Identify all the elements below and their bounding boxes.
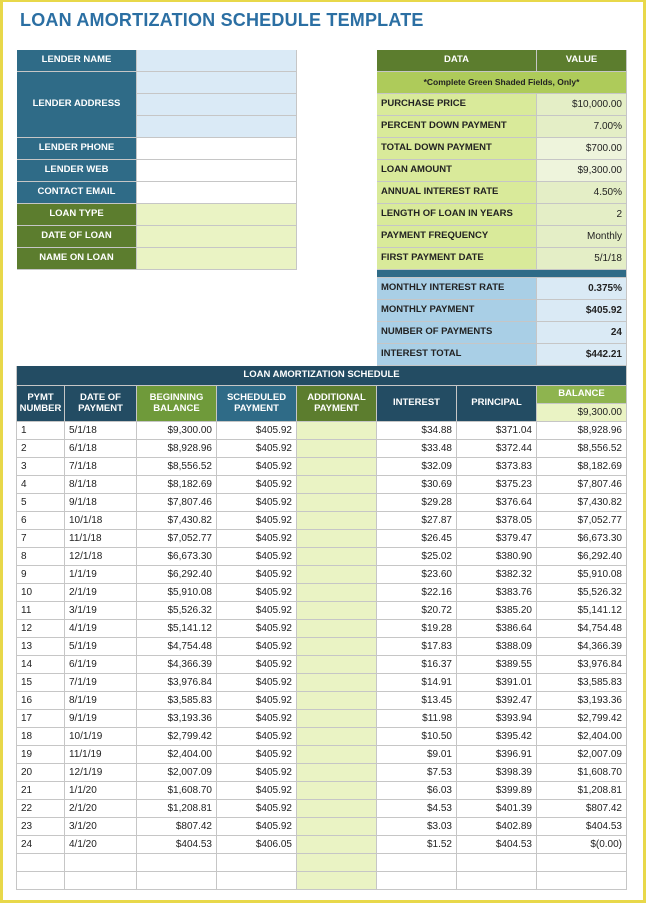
table-cell-beg: $3,976.84	[137, 674, 217, 692]
table-cell-sched: $405.92	[217, 710, 297, 728]
table-cell-pymt: 9	[17, 566, 65, 584]
starting-balance: $9,300.00	[537, 404, 627, 422]
table-cell-date: 3/1/20	[65, 818, 137, 836]
table-cell-add[interactable]	[297, 584, 377, 602]
total-down-payment-label: TOTAL DOWN PAYMENT	[377, 138, 537, 160]
lender-address-field[interactable]	[137, 72, 297, 94]
table-cell-sched: $405.92	[217, 746, 297, 764]
table-cell-interest: $30.69	[377, 476, 457, 494]
contact-email-label: CONTACT EMAIL	[17, 182, 137, 204]
table-cell-principal: $398.39	[457, 764, 537, 782]
table-cell-add[interactable]	[297, 854, 377, 872]
table-cell-interest: $26.45	[377, 530, 457, 548]
table-cell-sched	[217, 872, 297, 890]
table-cell-principal: $399.89	[457, 782, 537, 800]
purchase-price-label: PURCHASE PRICE	[377, 94, 537, 116]
table-cell-sched: $405.92	[217, 620, 297, 638]
table-cell-sched: $405.92	[217, 548, 297, 566]
table-cell-beg: $1,208.81	[137, 800, 217, 818]
table-cell-sched: $405.92	[217, 674, 297, 692]
table-cell-beg: $4,366.39	[137, 656, 217, 674]
table-cell-sched: $405.92	[217, 764, 297, 782]
table-cell-balance: $7,052.77	[537, 512, 627, 530]
table-cell-add[interactable]	[297, 566, 377, 584]
lender-web-label: LENDER WEB	[17, 160, 137, 182]
table-cell-add[interactable]	[297, 602, 377, 620]
table-cell-beg: $5,141.12	[137, 620, 217, 638]
loan-type-label: LOAN TYPE	[17, 204, 137, 226]
table-cell-add[interactable]	[297, 656, 377, 674]
table-cell-pymt: 11	[17, 602, 65, 620]
table-cell-balance: $5,526.32	[537, 584, 627, 602]
table-cell-interest: $7.53	[377, 764, 457, 782]
table-cell-interest: $16.37	[377, 656, 457, 674]
table-cell-date: 5/1/18	[65, 422, 137, 440]
table-cell-balance: $5,910.08	[537, 566, 627, 584]
table-cell-pymt: 17	[17, 710, 65, 728]
date-of-loan-label: DATE OF LOAN	[17, 226, 137, 248]
table-cell-beg: $3,193.36	[137, 710, 217, 728]
table-cell-beg: $5,910.08	[137, 584, 217, 602]
table-cell-beg: $807.42	[137, 818, 217, 836]
table-cell-date: 9/1/18	[65, 494, 137, 512]
table-cell-balance: $4,754.48	[537, 620, 627, 638]
table-cell-add[interactable]	[297, 872, 377, 890]
length-of-loan-in-years-value[interactable]: 2	[537, 204, 627, 226]
table-cell-pymt: 2	[17, 440, 65, 458]
table-cell-beg: $8,556.52	[137, 458, 217, 476]
table-cell-pymt: 13	[17, 638, 65, 656]
header-balance: BALANCE	[537, 386, 627, 404]
table-cell-add[interactable]	[297, 836, 377, 854]
table-cell-interest: $14.91	[377, 674, 457, 692]
table-cell-pymt: 12	[17, 620, 65, 638]
purchase-price-value[interactable]: $10,000.00	[537, 94, 627, 116]
table-cell-balance: $3,585.83	[537, 674, 627, 692]
table-cell-add[interactable]	[297, 818, 377, 836]
table-cell-balance: $5,141.12	[537, 602, 627, 620]
table-cell-principal: $371.04	[457, 422, 537, 440]
table-cell-pymt	[17, 872, 65, 890]
table-cell-date: 1/1/19	[65, 566, 137, 584]
table-cell-principal: $383.76	[457, 584, 537, 602]
value-column-header: VALUE	[537, 50, 627, 72]
table-cell-principal: $386.64	[457, 620, 537, 638]
table-cell-date: 5/1/19	[65, 638, 137, 656]
table-cell-add[interactable]	[297, 692, 377, 710]
table-cell-sched: $405.92	[217, 494, 297, 512]
loan-type-field[interactable]	[137, 204, 297, 226]
header-beg: BEGINNING BALANCE	[137, 386, 217, 422]
annual-interest-rate-label: ANNUAL INTEREST RATE	[377, 182, 537, 204]
table-cell-beg: $4,754.48	[137, 638, 217, 656]
table-cell-interest: $9.01	[377, 746, 457, 764]
table-cell-principal: $392.47	[457, 692, 537, 710]
table-cell-principal: $373.83	[457, 458, 537, 476]
green-fields-note: *Complete Green Shaded Fields, Only*	[377, 72, 627, 94]
table-cell-add[interactable]	[297, 620, 377, 638]
table-cell-sched: $405.92	[217, 566, 297, 584]
table-cell-sched: $405.92	[217, 656, 297, 674]
table-cell-interest: $10.50	[377, 728, 457, 746]
table-cell-principal: $380.90	[457, 548, 537, 566]
table-cell-interest: $33.48	[377, 440, 457, 458]
table-cell-balance: $6,673.30	[537, 530, 627, 548]
table-cell-principal: $401.39	[457, 800, 537, 818]
annual-interest-rate-value[interactable]: 4.50%	[537, 182, 627, 204]
table-cell-sched: $405.92	[217, 458, 297, 476]
table-cell-balance: $7,807.46	[537, 476, 627, 494]
table-cell-add[interactable]	[297, 800, 377, 818]
table-cell-date: 10/1/19	[65, 728, 137, 746]
header-interest: INTEREST	[377, 386, 457, 422]
table-cell-principal: $378.05	[457, 512, 537, 530]
table-cell-beg: $5,526.32	[137, 602, 217, 620]
monthly-payment-value: $405.92	[537, 300, 627, 322]
name-on-loan-field[interactable]	[137, 248, 297, 270]
lender-name-field[interactable]	[137, 50, 297, 72]
table-cell-pymt: 20	[17, 764, 65, 782]
percent-down-payment-value[interactable]: 7.00%	[537, 116, 627, 138]
table-cell-pymt: 18	[17, 728, 65, 746]
table-cell-balance: $7,430.82	[537, 494, 627, 512]
total-down-payment-value: $700.00	[537, 138, 627, 160]
table-cell-sched: $405.92	[217, 638, 297, 656]
table-cell-beg: $6,292.40	[137, 566, 217, 584]
table-cell-pymt: 6	[17, 512, 65, 530]
header-sched: SCHEDULED PAYMENT	[217, 386, 297, 422]
table-cell-date: 7/1/19	[65, 674, 137, 692]
number-of-payments-label: NUMBER OF PAYMENTS	[377, 322, 537, 344]
table-cell-date: 10/1/18	[65, 512, 137, 530]
table-cell-add[interactable]	[297, 548, 377, 566]
table-cell-add[interactable]	[297, 764, 377, 782]
table-cell-sched: $405.92	[217, 782, 297, 800]
table-cell-beg	[137, 854, 217, 872]
table-cell-sched: $405.92	[217, 692, 297, 710]
table-cell-add[interactable]	[297, 674, 377, 692]
table-cell-principal	[457, 854, 537, 872]
contact-email-field[interactable]	[137, 182, 297, 204]
table-cell-sched: $405.92	[217, 800, 297, 818]
table-cell-principal: $393.94	[457, 710, 537, 728]
table-cell-add[interactable]	[297, 440, 377, 458]
table-cell-add[interactable]	[297, 746, 377, 764]
table-cell-interest: $32.09	[377, 458, 457, 476]
table-cell-balance: $6,292.40	[537, 548, 627, 566]
table-cell-interest: $17.83	[377, 638, 457, 656]
table-cell-beg	[137, 872, 217, 890]
table-cell-sched: $405.92	[217, 476, 297, 494]
table-cell-add[interactable]	[297, 512, 377, 530]
table-cell-pymt: 5	[17, 494, 65, 512]
table-cell-interest: $19.28	[377, 620, 457, 638]
table-cell-interest: $11.98	[377, 710, 457, 728]
table-cell-pymt: 24	[17, 836, 65, 854]
number-of-payments-value: 24	[537, 322, 627, 344]
table-cell-date: 8/1/19	[65, 692, 137, 710]
table-cell-add[interactable]	[297, 530, 377, 548]
table-cell-balance: $2,404.00	[537, 728, 627, 746]
table-cell-balance: $404.53	[537, 818, 627, 836]
table-cell-date: 12/1/19	[65, 764, 137, 782]
table-cell-pymt: 21	[17, 782, 65, 800]
table-cell-beg: $3,585.83	[137, 692, 217, 710]
table-cell-pymt: 19	[17, 746, 65, 764]
table-cell-balance: $4,366.39	[537, 638, 627, 656]
table-cell-pymt: 22	[17, 800, 65, 818]
table-cell-beg: $404.53	[137, 836, 217, 854]
table-cell-balance: $1,208.81	[537, 782, 627, 800]
loan-amount-value: $9,300.00	[537, 160, 627, 182]
table-cell-add[interactable]	[297, 782, 377, 800]
page-title: LOAN AMORTIZATION SCHEDULE TEMPLATE	[20, 10, 424, 30]
data-column-header: DATA	[377, 50, 537, 72]
table-cell-balance: $3,193.36	[537, 692, 627, 710]
table-cell-balance: $2,007.09	[537, 746, 627, 764]
lender-phone-label: LENDER PHONE	[17, 138, 137, 160]
interest-total-label: INTEREST TOTAL	[377, 344, 537, 366]
table-cell-date: 2/1/20	[65, 800, 137, 818]
table-cell-add[interactable]	[297, 710, 377, 728]
table-cell-interest: $4.53	[377, 800, 457, 818]
table-cell-beg: $7,807.46	[137, 494, 217, 512]
table-cell-principal: $382.32	[457, 566, 537, 584]
lender-name-label: LENDER NAME	[17, 50, 137, 72]
lender-phone-field[interactable]	[137, 138, 297, 160]
table-cell-date: 12/1/18	[65, 548, 137, 566]
table-cell-interest: $25.02	[377, 548, 457, 566]
table-left-border	[16, 366, 17, 890]
table-cell-date: 11/1/19	[65, 746, 137, 764]
table-cell-balance: $2,799.42	[537, 710, 627, 728]
table-cell-sched: $405.92	[217, 584, 297, 602]
table-cell-date	[65, 854, 137, 872]
table-cell-principal: $389.55	[457, 656, 537, 674]
table-cell-beg: $7,052.77	[137, 530, 217, 548]
table-cell-balance	[537, 854, 627, 872]
table-cell-interest: $23.60	[377, 566, 457, 584]
table-cell-sched: $405.92	[217, 422, 297, 440]
table-cell-pymt: 8	[17, 548, 65, 566]
table-cell-beg: $8,182.69	[137, 476, 217, 494]
table-cell-date: 6/1/18	[65, 440, 137, 458]
table-cell-pymt: 14	[17, 656, 65, 674]
table-cell-balance	[537, 872, 627, 890]
table-cell-interest: $1.52	[377, 836, 457, 854]
table-cell-date: 7/1/18	[65, 458, 137, 476]
table-cell-date: 6/1/19	[65, 656, 137, 674]
table-cell-principal: $391.01	[457, 674, 537, 692]
table-cell-interest: $13.45	[377, 692, 457, 710]
table-cell-sched: $405.92	[217, 440, 297, 458]
table-cell-beg: $6,673.30	[137, 548, 217, 566]
table-cell-beg: $2,799.42	[137, 728, 217, 746]
table-cell-interest: $29.28	[377, 494, 457, 512]
header-add: ADDITIONAL PAYMENT	[297, 386, 377, 422]
table-cell-principal: $379.47	[457, 530, 537, 548]
payment-frequency-value[interactable]: Monthly	[537, 226, 627, 248]
table-cell-pymt: 7	[17, 530, 65, 548]
table-cell-interest: $34.88	[377, 422, 457, 440]
table-cell-beg: $9,300.00	[137, 422, 217, 440]
table-cell-beg: $2,404.00	[137, 746, 217, 764]
table-cell-pymt: 10	[17, 584, 65, 602]
length-of-loan-in-years-label: LENGTH OF LOAN IN YEARS	[377, 204, 537, 226]
schedule-title: LOAN AMORTIZATION SCHEDULE	[17, 366, 627, 386]
table-cell-date: 8/1/18	[65, 476, 137, 494]
table-cell-add[interactable]	[297, 476, 377, 494]
table-cell-beg: $2,007.09	[137, 764, 217, 782]
monthly-interest-rate-label: MONTHLY INTEREST RATE	[377, 278, 537, 300]
table-cell-interest: $6.03	[377, 782, 457, 800]
table-cell-date: 9/1/19	[65, 710, 137, 728]
interest-total-value: $442.21	[537, 344, 627, 366]
table-cell-principal: $376.64	[457, 494, 537, 512]
lender-address-field[interactable]	[137, 116, 297, 138]
date-of-loan-field[interactable]	[137, 226, 297, 248]
panel-separator	[377, 270, 627, 278]
table-cell-sched: $405.92	[217, 818, 297, 836]
table-cell-sched: $405.92	[217, 512, 297, 530]
table-cell-principal: $385.20	[457, 602, 537, 620]
header-principal: PRINCIPAL	[457, 386, 537, 422]
table-cell-sched	[217, 854, 297, 872]
table-cell-balance: $8,556.52	[537, 440, 627, 458]
table-cell-pymt: 3	[17, 458, 65, 476]
table-cell-date: 2/1/19	[65, 584, 137, 602]
table-cell-principal: $375.23	[457, 476, 537, 494]
table-cell-pymt: 23	[17, 818, 65, 836]
table-cell-balance: $(0.00)	[537, 836, 627, 854]
table-cell-add[interactable]	[297, 728, 377, 746]
table-cell-balance: $807.42	[537, 800, 627, 818]
table-cell-principal: $396.91	[457, 746, 537, 764]
table-cell-principal: $404.53	[457, 836, 537, 854]
table-cell-date: 1/1/20	[65, 782, 137, 800]
table-cell-add[interactable]	[297, 638, 377, 656]
lender-address-label: LENDER ADDRESS	[17, 72, 137, 138]
header-pymt: PYMT NUMBER	[17, 386, 65, 422]
name-on-loan-label: NAME ON LOAN	[17, 248, 137, 270]
table-cell-date: 11/1/18	[65, 530, 137, 548]
table-cell-add[interactable]	[297, 458, 377, 476]
table-cell-add[interactable]	[297, 494, 377, 512]
lender-web-field[interactable]	[137, 160, 297, 182]
table-cell-balance: $8,182.69	[537, 458, 627, 476]
table-cell-date: 4/1/20	[65, 836, 137, 854]
table-cell-balance: $8,928.96	[537, 422, 627, 440]
table-cell-interest: $20.72	[377, 602, 457, 620]
payment-frequency-label: PAYMENT FREQUENCY	[377, 226, 537, 248]
table-cell-beg: $8,928.96	[137, 440, 217, 458]
table-cell-interest	[377, 872, 457, 890]
table-cell-principal: $395.42	[457, 728, 537, 746]
table-cell-beg: $7,430.82	[137, 512, 217, 530]
table-cell-add[interactable]	[297, 422, 377, 440]
table-cell-balance: $1,608.70	[537, 764, 627, 782]
first-payment-date-value[interactable]: 5/1/18	[537, 248, 627, 270]
table-cell-principal: $372.44	[457, 440, 537, 458]
loan-amount-label: LOAN AMOUNT	[377, 160, 537, 182]
table-cell-sched: $405.92	[217, 530, 297, 548]
table-cell-pymt: 4	[17, 476, 65, 494]
table-cell-date: 3/1/19	[65, 602, 137, 620]
table-cell-principal	[457, 872, 537, 890]
table-cell-principal: $402.89	[457, 818, 537, 836]
table-cell-interest: $27.87	[377, 512, 457, 530]
table-cell-pymt: 15	[17, 674, 65, 692]
header-date: DATE OF PAYMENT	[65, 386, 137, 422]
monthly-interest-rate-value: 0.375%	[537, 278, 627, 300]
table-cell-beg: $1,608.70	[137, 782, 217, 800]
percent-down-payment-label: PERCENT DOWN PAYMENT	[377, 116, 537, 138]
table-cell-pymt	[17, 854, 65, 872]
table-cell-date	[65, 872, 137, 890]
table-cell-sched: $406.05	[217, 836, 297, 854]
table-cell-sched: $405.92	[217, 728, 297, 746]
lender-address-field[interactable]	[137, 94, 297, 116]
table-cell-pymt: 16	[17, 692, 65, 710]
table-cell-interest	[377, 854, 457, 872]
table-cell-balance: $3,976.84	[537, 656, 627, 674]
table-cell-sched: $405.92	[217, 602, 297, 620]
table-cell-date: 4/1/19	[65, 620, 137, 638]
table-cell-pymt: 1	[17, 422, 65, 440]
table-cell-interest: $22.16	[377, 584, 457, 602]
monthly-payment-label: MONTHLY PAYMENT	[377, 300, 537, 322]
table-cell-principal: $388.09	[457, 638, 537, 656]
first-payment-date-label: FIRST PAYMENT DATE	[377, 248, 537, 270]
table-cell-interest: $3.03	[377, 818, 457, 836]
